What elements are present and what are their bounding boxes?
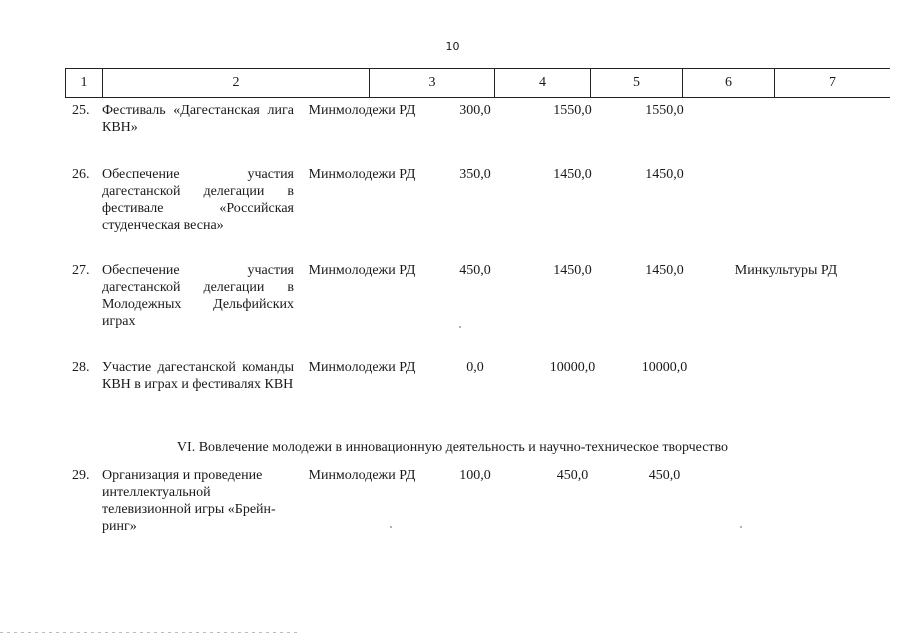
header-col-4: 4 bbox=[494, 69, 590, 97]
table-header bbox=[65, 68, 890, 98]
row-executor: Минмолодежи РД bbox=[308, 167, 416, 182]
row-coexecutor: Минкультуры РД bbox=[734, 263, 838, 278]
row-number: 29. bbox=[72, 468, 90, 483]
row-value-4: 0,0 bbox=[466, 360, 484, 375]
row-value-6: 450,0 bbox=[648, 468, 681, 483]
header-col-5: 5 bbox=[590, 69, 682, 97]
page-number: 10 bbox=[445, 40, 460, 53]
header-col-3: 3 bbox=[369, 69, 494, 97]
scan-noise-line bbox=[0, 632, 300, 633]
row-executor: Минмолодежи РД bbox=[308, 263, 416, 278]
row-activity: Обеспечение участия дагестанской делегации в Молодежных Дельфийских играх bbox=[102, 263, 294, 329]
row-value-6: 1550,0 bbox=[645, 103, 684, 118]
header-col-1: 1 bbox=[65, 69, 102, 97]
row-activity: Организация и проведение интеллектуальной телевизионной игры «Брейн-ринг» bbox=[102, 468, 276, 534]
row-value-6: 10000,0 bbox=[641, 360, 688, 375]
section-title: VI. Вовлечение молодежи в инновационную деятельность и научно-техническое творчество bbox=[176, 440, 729, 455]
row-value-6: 1450,0 bbox=[645, 167, 684, 182]
row-value-6: 1450,0 bbox=[645, 263, 684, 278]
scan-speck bbox=[740, 526, 742, 528]
row-value-4: 350,0 bbox=[459, 167, 491, 182]
row-value-5: 450,0 bbox=[556, 468, 589, 483]
row-activity: Обеспечение участия дагестанской делегации в фестивале «Российская студенческая весна» bbox=[102, 167, 294, 233]
row-executor: Минмолодежи РД bbox=[308, 103, 416, 118]
row-number: 25. bbox=[72, 103, 90, 118]
row-value-4: 300,0 bbox=[459, 103, 491, 118]
row-value-5: 1550,0 bbox=[553, 103, 592, 118]
row-value-4: 450,0 bbox=[459, 263, 491, 278]
row-activity: Фестиваль «Дагестанская лига КВН» bbox=[102, 103, 294, 135]
row-value-4: 100,0 bbox=[459, 468, 491, 483]
row-value-5: 1450,0 bbox=[553, 167, 592, 182]
row-value-5: 1450,0 bbox=[553, 263, 592, 278]
row-number: 28. bbox=[72, 360, 90, 375]
row-number: 26. bbox=[72, 167, 90, 182]
row-executor: Минмолодежи РД bbox=[308, 360, 416, 375]
header-col-6: 6 bbox=[682, 69, 774, 97]
header-col-7: 7 bbox=[774, 69, 890, 97]
row-number: 27. bbox=[72, 263, 90, 278]
row-activity: Участие дагестанской команды КВН в играх и фестивалях КВН bbox=[102, 360, 294, 392]
header-col-2: 2 bbox=[102, 69, 369, 97]
row-value-5: 10000,0 bbox=[549, 360, 596, 375]
scan-speck bbox=[459, 326, 461, 328]
row-executor: Минмолодежи РД bbox=[308, 468, 416, 483]
scan-speck bbox=[390, 526, 392, 528]
